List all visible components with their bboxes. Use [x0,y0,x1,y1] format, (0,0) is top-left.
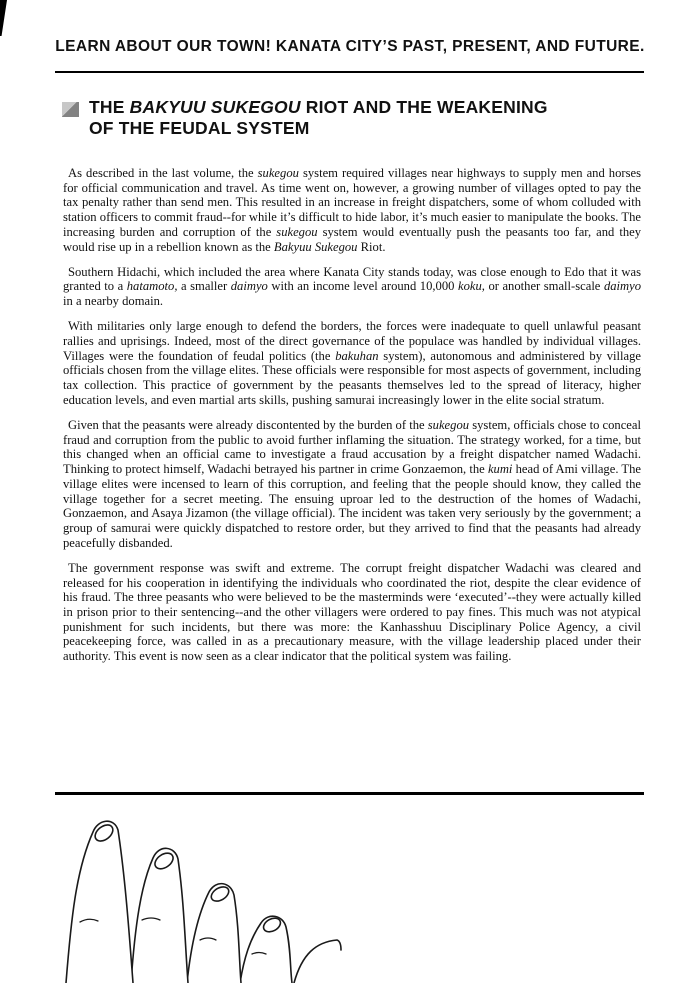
page-header-title: LEARN ABOUT OUR TOWN! KANATA CITY’S PAST, PRESENT, AND FUTURE. [55,38,645,55]
hand-illustration-svg [42,802,342,983]
palm-edge-line [294,940,341,983]
footer-divider-line [55,792,644,795]
article-paragraph: The government response was swift and extreme. The corrupt freight dispatcher Wadachi was cleared and released for his cooperation in identifying the individuals who coordinated the riot, despite the clear evidence of his fraud. The three peasants who were believed to be the masterminds were ‘executed’--they were actually killed in prison prior to their sentencing--and the other villagers were ordered to pay fines. This much was not atypical punishment for such incidents, but there was more: the Kanhasshuu Disciplinary Police Agency, a civil peacekeeping force, was called in as a precautionary measure, with the village leadership placed under their authority. This event is now seen as a clear indicator that the political system was failing. [63,560,641,664]
finger-outline [66,821,133,983]
header-divider-line [55,71,644,73]
hand-illustration [42,802,342,983]
article-paragraph: Given that the peasants were already discontented by the burden of the sukegou system, officials chose to conceal fraud and corruption from the public to avoid further inflaming the situation. The strategy worked, for a time, but this changed when an official came to investigate a fraud accusation by a freight dispatcher named Wadachi. Thinking to protect himself, Wadachi betrayed his partner in crime Gonzaemon, the kumi head of Ami village. The village elites were incensed to learn of this corruption, and feeling that the people should know, they called the village together for a secret meeting. The ensuing uproar led to the destruction of the homes of Wadachi, Gonzaemon, and Asaya Jizamon (the village official). The incident was taken very seriously by the government; a group of samurai were quickly dispatched to restore order, but they arrived to find that the peasants had already peacefully disbanded. [63,418,641,550]
article-paragraph: As described in the last volume, the sukegou system required villages near highways to supply men and horses for official communication and travel. As time went on, however, a growing number of villages opted to pay the tax penalty rather than send men. This resulted in an increase in freight dispatchers, some of whom colluded with station officers to commit fraud--for while it’s difficult to hide labor, it’s much easier to manipulate the books. The increasing burden and corruption of the sukegou system would eventually push the peasants too far, and they would rise up in a rebellion known as the Bakyuu Sukegou Riot. [63,166,641,254]
article-body [63,166,641,674]
section-title-line2: OF THE FEUDAL SYSTEM [89,117,310,138]
section-bullet-square [62,102,79,117]
section-title [89,97,548,138]
article-paragraph: With militaries only large enough to defend the borders, the forces were inadequate to quell unlawful peasant rallies and uprisings. Indeed, most of the direct governance of the populace was handled by individual villages. Villages were the foundation of feudal politics (the bakuhan system), autonomous and administered by village officials chosen from the village elites. These officials were responsible for most aspects of government, including tax collection. This practice of government by the peasants themselves led to the spread of literacy, higher education levels, and even martial arts skills, pushing samurai increasingly lower in the elite social stratum. [63,319,641,407]
section-heading [62,97,548,138]
article-paragraph: Southern Hidachi, which included the area where Kanata City stands today, was close enough to Edo that it was granted to a hatamoto, a smaller daimyo with an income level around 10,000 koku, or another small-scale daimyo in a nearby domain. [63,264,642,309]
page-edge-mark [0,0,7,36]
section-title-line1: THE BAKYUU SUKEGOU RIOT AND THE WEAKENING [89,97,548,117]
